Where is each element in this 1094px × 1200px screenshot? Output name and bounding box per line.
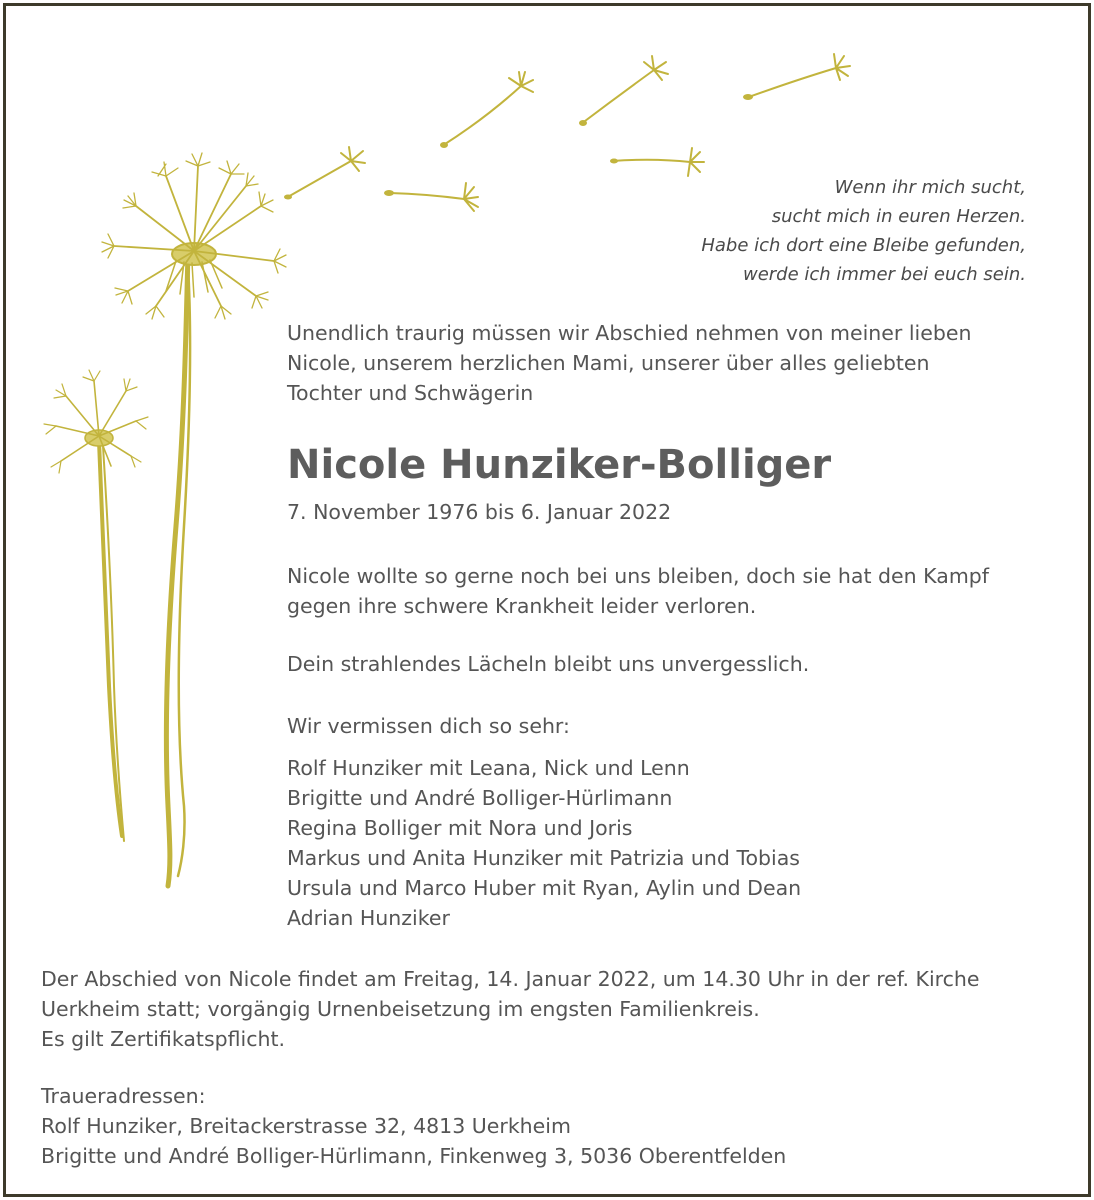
- quote-line: sucht mich in euren Herzen.: [771, 206, 1026, 227]
- family-list: [287, 753, 1067, 933]
- seed: [390, 193, 464, 199]
- family-member: Rolf Hunziker mit Leana, Nick und Lenn: [287, 756, 690, 780]
- mourning-addresses: [41, 1081, 1071, 1171]
- service-line: Es gilt Zertifikatspflicht.: [41, 1027, 286, 1051]
- large-dandelion-stem: [166, 251, 188, 886]
- address-line: Rolf Hunziker, Breitackerstrasse 32, 4813 Uerkheim: [41, 1114, 571, 1138]
- memorial-quote: [701, 173, 1026, 289]
- seed: [612, 160, 690, 162]
- paragraph-struggle: [287, 561, 1067, 621]
- addresses-heading: Traueradressen:: [41, 1084, 206, 1108]
- large-dandelion-head: [102, 153, 286, 319]
- family-member: Adrian Hunziker: [287, 906, 450, 930]
- obituary-card: [3, 3, 1091, 1197]
- small-dandelion-head: [44, 370, 148, 473]
- family-member: Ursula und Marco Huber mit Ryan, Aylin und Dean: [287, 876, 802, 900]
- service-line: Der Abschied von Nicole findet am Freitag, 14. Januar 2022, um 14.30 Uhr in der ref. Kirche: [41, 967, 980, 991]
- family-member: Brigitte und André Bolliger-Hürlimann: [287, 786, 673, 810]
- life-dates: 7. November 1976 bis 6. Januar 2022: [287, 500, 672, 524]
- service-info: [41, 964, 1071, 1054]
- quote-line: Habe ich dort eine Bleibe gefunden,: [701, 235, 1026, 256]
- paragraph-missing: Wir vermissen dich so sehr:: [287, 714, 570, 738]
- quote-line: werde ich immer bei euch sein.: [742, 264, 1026, 285]
- seed: [746, 68, 836, 98]
- paragraph-smile: Dein strahlendes Lächeln bleibt uns unvergesslich.: [287, 652, 810, 676]
- intro-line: Nicole, unserem herzlichen Mami, unserer über alles geliebten: [287, 351, 930, 375]
- intro-line: Tochter und Schwägerin: [287, 381, 534, 405]
- quote-line: Wenn ihr mich sucht,: [834, 177, 1026, 198]
- intro-line: Unendlich traurig müssen wir Abschied nehmen von meiner lieben: [287, 321, 972, 345]
- family-member: Regina Bolliger mit Nora und Joris: [287, 816, 633, 840]
- service-line: Uerkheim statt; vorgängig Urnenbeisetzung im engsten Familienkreis.: [41, 997, 760, 1021]
- intro-text: [287, 318, 1067, 408]
- seed: [581, 70, 654, 124]
- family-member: Markus und Anita Hunziker mit Patrizia und Tobias: [287, 846, 800, 870]
- deceased-name: Nicole Hunziker-Bolliger: [287, 442, 832, 488]
- seed: [442, 86, 521, 146]
- seed: [286, 161, 351, 198]
- paragraph-line: Nicole wollte so gerne noch bei uns bleiben, doch sie hat den Kampf: [287, 564, 990, 588]
- paragraph-line: gegen ihre schwere Krankheit leider verloren.: [287, 594, 757, 618]
- address-line: Brigitte und André Bolliger-Hürlimann, Finkenweg 3, 5036 Oberentfelden: [41, 1144, 787, 1168]
